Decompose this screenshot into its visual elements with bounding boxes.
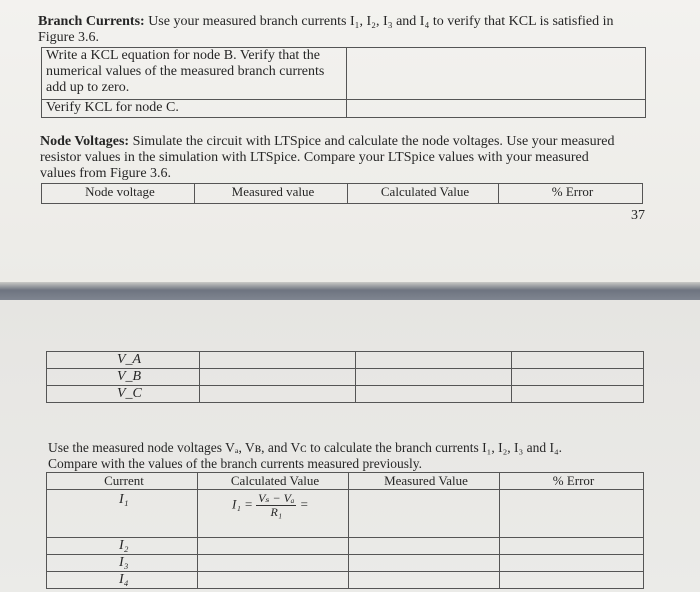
node-voltage-header-row [42,184,643,204]
current-label: I₁ [119,492,129,507]
branch-current-table [46,472,644,589]
kcl-node-c-cell [42,100,347,118]
header-calculated-value: Calculated Value [348,184,499,204]
instruction-line-2: Compare with the values of the branch currents measured previously. [48,456,423,471]
measured-cell[interactable] [200,352,356,369]
current-label: I₂ [119,538,129,553]
calculated-cell[interactable] [356,386,512,403]
formula-rhs: = [299,496,309,512]
kcl-node-c-answer-cell[interactable] [347,100,646,118]
voltage-label: V_B [117,369,142,384]
branch-currents-text: Use your measured branch currents I₁, I₂, I₃ and I₄ to verify that KCL is satisfied in [148,14,614,29]
calculated-cell[interactable] [198,538,349,555]
header-error: % Error [500,473,644,490]
error-cell[interactable] [500,555,644,572]
current-formula [198,490,348,519]
current-row [47,572,644,589]
kcl-prompt-line: numerical values of the measured branch currents [46,64,325,79]
measured-cell[interactable] [349,555,500,572]
current-row [47,490,644,538]
voltage-label-cell [47,369,200,386]
measured-cell[interactable] [349,538,500,555]
kcl-answer-cell[interactable] [347,48,646,100]
formula-denominator: R₁ [270,505,283,519]
node-voltage-table-header [41,183,643,204]
kcl-table-row [42,48,646,100]
calculated-cell[interactable] [356,352,512,369]
current-header-row [47,473,644,490]
current-label: I₃ [119,555,129,570]
voltage-row [47,352,644,369]
current-row [47,538,644,555]
calculated-cell[interactable] [198,572,349,589]
voltage-row [47,386,644,403]
current-label-cell [47,538,198,555]
current-label-cell [47,572,198,589]
kcl-prompt-cell [42,48,347,100]
error-cell[interactable] [500,572,644,589]
branch-currents-paragraph [38,14,614,30]
error-cell[interactable] [512,352,644,369]
voltage-label: V_A [117,352,142,367]
node-voltages-text-2: resistor values in the simulation with LTSpice. Compare your LTSpice values with your measured [40,150,589,165]
formula-fraction [256,492,296,519]
upper-page [0,0,700,282]
current-label: I₄ [119,572,129,587]
kcl-table-row [42,100,646,118]
node-voltages-text-3: values from Figure 3.6. [40,166,172,181]
error-cell[interactable] [500,490,644,538]
measured-cell[interactable] [200,386,356,403]
node-voltage-table [46,351,644,403]
kcl-prompt-line: add up to zero. [46,80,130,95]
lower-page [0,300,700,592]
node-voltages-text: Simulate the circuit with LTSpice and calculate the node voltages. Use your measured [132,134,615,149]
current-label-cell [47,555,198,572]
measured-cell[interactable] [349,572,500,589]
current-row [47,555,644,572]
voltage-label: V_C [117,386,142,401]
measured-cell[interactable] [200,369,356,386]
calculated-cell[interactable] [356,369,512,386]
node-voltages-heading: Node Voltages: [40,134,130,149]
branch-currents-text-cont: Figure 3.6. [38,30,100,45]
formula-cell [198,490,349,538]
node-voltages-paragraph [40,134,615,150]
voltage-label-cell [47,386,200,403]
header-node-voltage: Node voltage [42,184,195,204]
page-number: 37 [631,208,645,223]
header-calculated: Calculated Value [198,473,349,490]
kcl-node-c-label: Verify KCL for node C. [46,100,179,115]
kcl-prompt-line: Write a KCL equation for node B. Verify that the [46,48,320,63]
voltage-row [47,369,644,386]
header-current: Current [47,473,198,490]
current-label-cell [47,490,198,538]
error-cell[interactable] [500,538,644,555]
instruction-line-1: Use the measured node voltages Vₐ, Vʙ, and Vᴄ to calculate the branch currents I₁, I₂, I₃ and I₄. [48,440,563,455]
header-percent-error: % Error [499,184,643,204]
page-divider [0,282,700,300]
header-measured-value: Measured value [195,184,348,204]
formula-numerator: Vₛ − Vₐ [258,491,295,505]
measured-cell[interactable] [349,490,500,538]
voltage-label-cell [47,352,200,369]
kcl-table [41,47,646,118]
header-measured: Measured Value [349,473,500,490]
branch-currents-heading: Branch Currents: [38,14,145,29]
error-cell[interactable] [512,386,644,403]
error-cell[interactable] [512,369,644,386]
formula-lhs: I₁ = [232,496,253,512]
calculated-cell[interactable] [198,555,349,572]
